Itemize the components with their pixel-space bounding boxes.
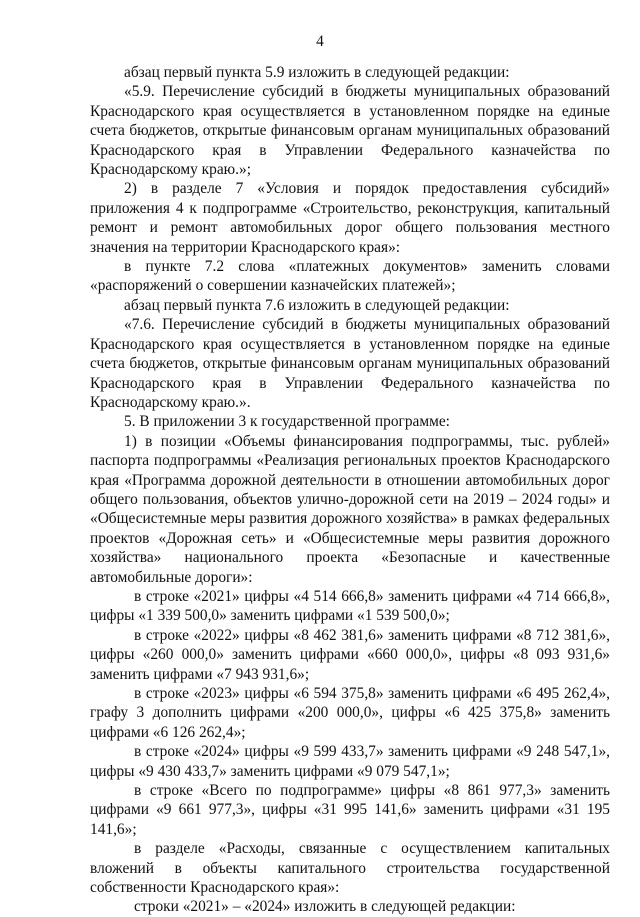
paragraph-capital-investments-section: в разделе «Расходы, связанные с осуществлением капитальных вложений в объекты капитального строительства государственной собственности Краснодарского края»: <box>90 840 610 897</box>
paragraph-appendix-3-heading: 5. В приложении 3 к государственной программе: <box>124 413 450 431</box>
paragraph-row-2021: в строке «2021» цифры «4 514 666,8» заменить цифрами «4 714 666,8», цифры «1 339 500,0» заменить цифрами «1 539 500,0»; <box>90 587 610 625</box>
paragraph-row-2023: в строке «2023» цифры «6 594 375,8» заменить цифрами «6 495 262,4», графу 3 дополнить цифрами «200 000,0», цифры «6 425 375,8» заменить цифрами «6 126 262,4»; <box>90 685 610 741</box>
paragraph-row-2024: в строке «2024» цифры «9 599 433,7» заменить цифрами «9 248 547,1», цифры «9 430 433,7» заменить цифрами «9 079 547,1»; <box>90 743 610 780</box>
paragraph-7-2-amendment: в пункте 7.2 слова «платежных документов» заменить словами «распоряжений о совершении казначейских платежей»; <box>90 258 610 295</box>
paragraph-7-6-text: «7.6. Перечисление субсидий в бюджеты муниципальных образований Краснодарского края осуществляется в установленном порядке на единые счета бюджетов, открытые финансовым органам муниципальных образований Краснодарского края в Управлении Федерального казначейства по Краснодарскому краю.». <box>90 316 610 411</box>
paragraph-row-2022: в строке «2022» цифры «8 462 381,6» заменить цифрами «8 712 381,6», цифры «260 000,0» заменить цифрами «660 000,0», цифры «8 093 931,6» заменить цифрами «7 943 931,6»; <box>90 626 610 683</box>
paragraph-7-6-intro: абзац первый пункта 7.6 изложить в следующей редакции: <box>124 296 510 314</box>
page-number: 4 <box>316 33 324 50</box>
paragraph-5-9-text: «5.9. Перечисление субсидий в бюджеты муниципальных образований Краснодарского края осуществляется в установленном порядке на единые счета бюджетов, открытые финансовым органам муниципальных образований Краснодарского края в Управлении Федерального казначейства по Краснодарскому краю.»; <box>90 83 610 179</box>
paragraph-rows-2021-2024: строки «2021» – «2024» изложить в следующей редакции: <box>134 898 516 916</box>
document-body <box>90 63 610 917</box>
paragraph-row-total: в строке «Всего по подпрограмме» цифры «8 861 977,3» заменить цифрами «9 661 977,3», цифры «31 995 141,6» заменить цифрами «31 195 141,6»; <box>90 782 610 838</box>
paragraph-section-7-intro: 2) в разделе 7 «Условия и порядок предоставления субсидий» приложения 4 к подпрограмме «Строительство, реконструкция, капитальный ремонт и ремонт автомобильных дорог общего пользования местного значения на территории Краснодарского края»: <box>90 180 610 256</box>
paragraph-financing-position: 1) в позиции «Объемы финансирования подпрограммы, тыс. рублей» паспорта подпрограммы «Реализация региональных проектов Краснодарского края «Программа дорожной деятельности в отношении автомобильных дорог общего пользования, объектов улично-дорожной сети на 2019 – 2024 годы» и «Общесистемные меры развития дорожного хозяйства» в рамках федеральных проектов «Дорожная сеть» и «Общесистемные меры развития дорожного хозяйства» национального проекта «Безопасные и качественные автомобильные дороги»: <box>90 432 610 586</box>
paragraph-5-9-intro: абзац первый пункта 5.9 изложить в следующей редакции: <box>124 64 510 81</box>
